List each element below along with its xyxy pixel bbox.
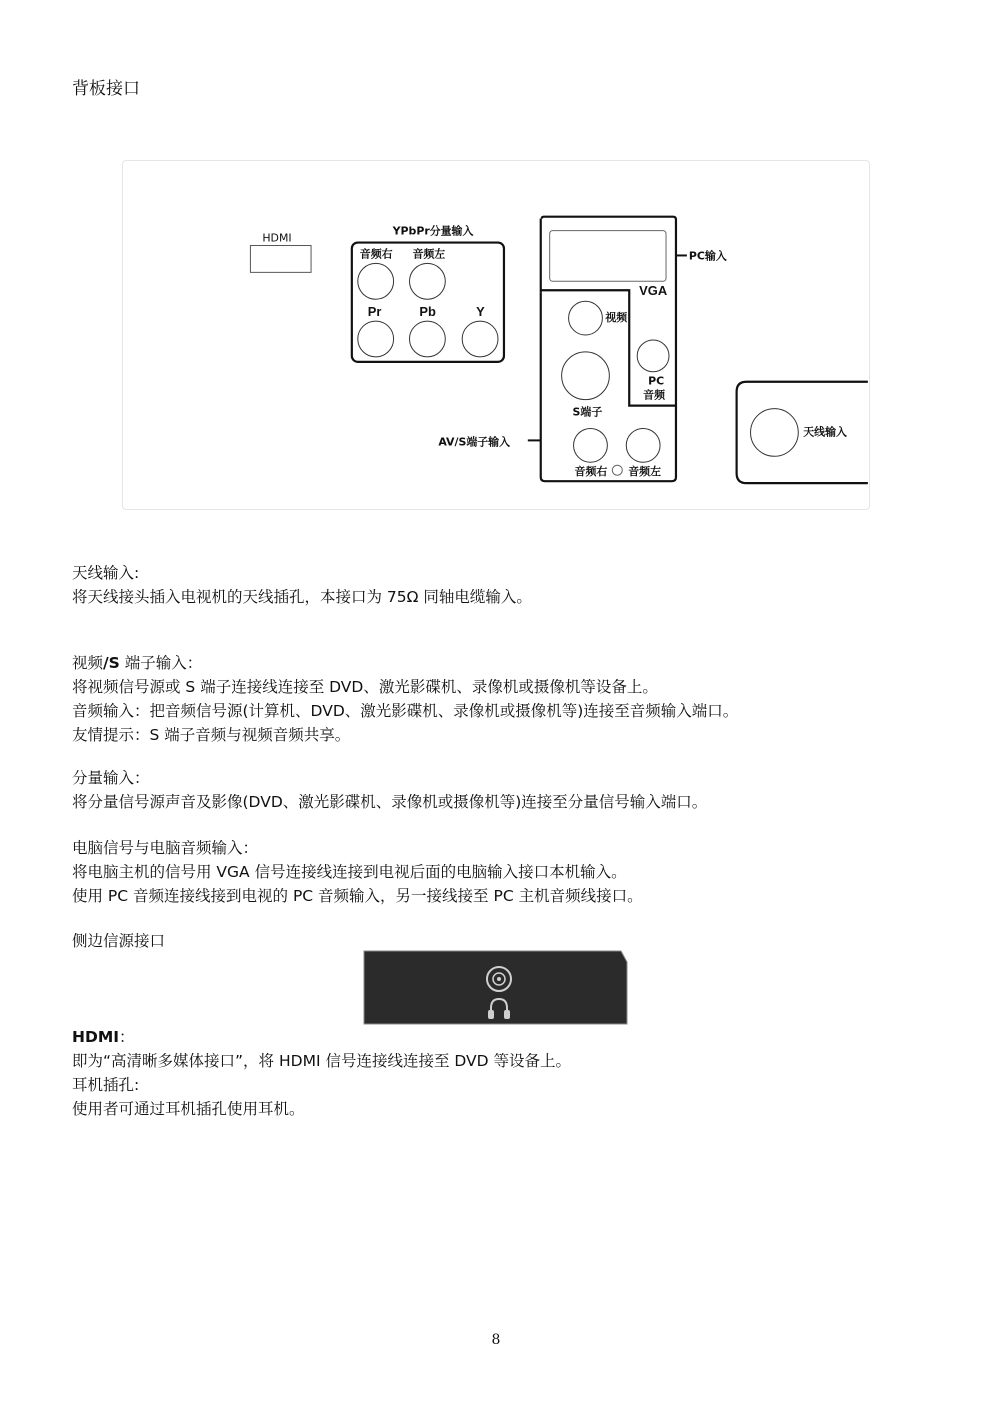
pb-label: Pb	[419, 304, 436, 320]
antenna-heading: 天线输入:	[72, 564, 140, 582]
video-s-line-1: 将视频信号源或 S 端子连接线连接至 DVD、激光影碟机、录像机或摄像机等设备上。	[72, 678, 658, 696]
pc-audio-label: 音频	[643, 388, 666, 402]
pc-line-1: 将电脑主机的信号用 VGA 信号连接线连接到电视后面的电脑输入接口本机输入。	[72, 863, 627, 881]
antenna-jack	[751, 409, 799, 457]
pc-input-label: PC输入	[688, 249, 727, 263]
y-label: Y	[476, 304, 485, 320]
antenna-input-label: 天线输入	[803, 425, 847, 439]
video-s-heading-a: 视频	[72, 654, 104, 672]
hdmi-text: 即为“高清晰多媒体接口”，将 HDMI 信号连接线连接至 DVD 等设备上。	[72, 1052, 572, 1070]
antenna-text: 将天线接头插入电视机的天线插孔，本接口为 75Ω 同轴电缆输入。	[72, 588, 532, 606]
ypbpr-audio-left-label: 音频左	[412, 247, 446, 261]
pb-jack	[409, 321, 445, 357]
diagram-ypbpr-title: YPbPr分量输入	[392, 224, 474, 238]
video-label: 视频	[605, 311, 628, 325]
ypbpr-audio-right-label: 音频右	[359, 247, 393, 261]
page-title: 背板接口	[72, 79, 140, 99]
video-jack	[569, 301, 603, 335]
av-s-input-label: AV/S端子输入	[438, 435, 511, 449]
headphone-text: 使用者可通过耳机插孔使用耳机。	[72, 1100, 305, 1118]
s-video-jack	[562, 352, 610, 400]
headphone-heading: 耳机插孔:	[72, 1076, 140, 1094]
video-s-line-2: 音频输入：把音频信号源(计算机、DVD、激光影碟机、录像机或摄像机等)连接至音频输入端口。	[72, 702, 739, 720]
page-number: 8	[491, 1332, 501, 1348]
pc-line-2: 使用 PC 音频连接线接到电视的 PC 音频输入，另一接线接至 PC 主机音频线接口。	[72, 887, 643, 905]
vga-av-outline	[541, 217, 676, 481]
av-audio-left-label: 音频左	[628, 465, 662, 479]
pc-label: PC	[648, 374, 665, 388]
diagram-hdmi-label: HDMI	[262, 231, 292, 245]
av-audio-right-jack	[574, 428, 608, 462]
pr-jack	[358, 321, 394, 357]
ypbpr-audio-left-jack	[409, 263, 445, 299]
video-s-heading-b: /S	[103, 654, 120, 672]
ypbpr-audio-right-jack	[358, 263, 394, 299]
hdmi-port	[250, 246, 311, 273]
hdmi-heading	[72, 1025, 135, 1049]
component-text: 将分量信号源声音及影像(DVD、激光影碟机、录像机或摄像机等)连接至分量信号输入端口。	[72, 793, 708, 811]
pc-audio-jack	[637, 340, 669, 372]
video-s-heading	[72, 651, 202, 675]
av-audio-right-label: 音频右	[574, 465, 608, 479]
s-terminal-label: S端子	[572, 405, 603, 419]
vga-label: VGA	[639, 283, 668, 299]
component-heading: 分量输入：	[72, 769, 150, 787]
pr-label: Pr	[367, 304, 382, 320]
side-heading: 侧边信源接口	[72, 932, 166, 950]
pc-heading: 电脑信号与电脑音频输入：	[72, 839, 259, 857]
hdmi-heading-a: HDMI	[72, 1028, 120, 1046]
rear-panel-diagram	[122, 160, 870, 510]
hdmi-heading-b: ：	[119, 1028, 135, 1046]
av-audio-left-jack	[626, 428, 660, 462]
video-s-heading-c: 端子输入：	[119, 654, 203, 672]
video-s-line-3: 友情提示：S 端子音频与视频音频共享。	[72, 726, 351, 744]
y-jack	[462, 321, 498, 357]
vga-port	[550, 231, 666, 282]
side-panel-image	[363, 950, 629, 1025]
